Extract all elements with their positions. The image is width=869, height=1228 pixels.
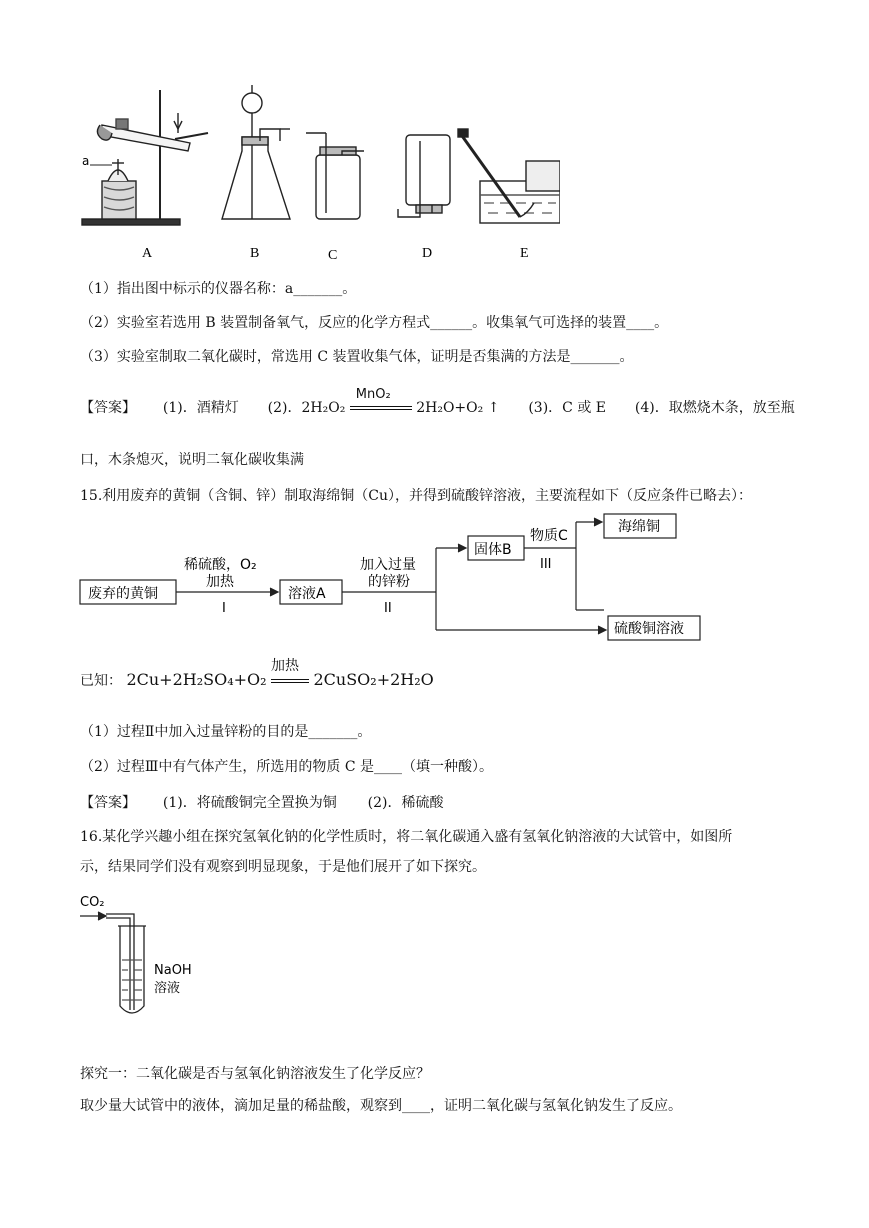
co2-test-tube-figure [78,890,228,1026]
q15-stem: 15.利用废弃的黄铜（含铜、锌）制取海绵铜（Cu），并得到硫酸锌溶液，主要流程如下（反应条件已略去）： [80,488,752,504]
apparatus-figure [80,85,560,265]
q16-stem-line1: 16.某化学兴趣小组在探究氢氧化钠的化学性质时，将二氧化碳通入盛有氢氧化钠溶液的大试管中，如图所 [80,829,733,845]
q14-part3: （3）实验室制取二氧化碳时，常选用 C 装置收集气体，证明是否集满的方法是_______。 [80,349,634,365]
flow-step1-number: I [222,601,226,616]
flow-step2-line2: 的锌粉 [368,574,410,590]
q15-answer-1: (1)．将硫酸铜完全置换为铜 [162,795,337,811]
known-condition: 加热 [271,658,300,674]
flow-step2-number: II [384,601,392,616]
q14-answer-2-suffix: 2H₂O+O₂ ↑ [416,400,500,416]
apparatus-a [82,90,208,225]
answer-tag: 【答案】 [80,400,136,416]
q14-answer-2-prefix: (2)．2H₂O₂ [267,400,346,416]
q16-stem-line2: 示，结果同学们没有观察到明显现象，于是他们展开了如下探究。 [80,859,486,875]
q14-answer-3: (3)．C 或 E [528,400,607,416]
label-a: A [142,246,153,261]
label-e: E [520,246,529,261]
answer-tag: 【答案】 [80,795,136,811]
q16-probe1-text: 取少量大试管中的液体，滴加足量的稀盐酸，观察到____，证明二氧化碳与氢氧化钠发生了反应。 [80,1098,682,1114]
flow-step1-condition: 加热 [206,574,234,590]
flow-output-copper-sulfate: 硫酸铜溶液 [614,621,684,637]
q14-answer-line [80,387,795,418]
fig-solution-line2: 溶液 [154,981,181,996]
fig-solution-line1: NaOH [154,963,192,978]
fig-gas-label: CO₂ [80,895,105,910]
flow-output-sponge-copper: 海绵铜 [618,519,660,535]
q14-part1: （1）指出图中标示的仪器名称：a_______。 [80,281,357,297]
q14-answer-1: (1)．酒精灯 [162,400,239,416]
label-b: B [250,246,260,261]
q14-answer-4b: 口，木条熄灭，说明二氧化碳收集满 [80,452,304,468]
known-left: 2Cu+2H₂SO₄+O₂ [126,670,267,689]
known-label: 已知： [80,673,122,689]
flow-start: 废弃的黄铜 [88,586,158,602]
apparatus-marker: a [82,154,90,168]
flow-solid-b: 固体B [474,542,512,558]
apparatus-d [398,135,450,217]
q14-reaction-arrow [350,387,412,415]
flow-step1-reagents: 稀硫酸，O₂ [184,557,257,573]
apparatus-b [222,85,290,219]
q15-known [80,658,434,691]
q15-answer-line [80,793,444,813]
flow-step3-substance: 物质C [530,528,568,544]
q15-answer-2: (2)．稀硫酸 [367,795,444,811]
q15-part2: （2）过程Ⅲ中有气体产生，所选用的物质 C 是____（填一种酸）。 [80,759,494,775]
q16-probe1-title: 探究一：二氧化碳是否与氢氧化钠溶液发生了化学反应？ [80,1066,430,1082]
q15-part1: （1）过程Ⅱ中加入过量锌粉的目的是_______。 [80,724,372,740]
process-flow-diagram [78,512,718,642]
known-right: 2CuSO₂+2H₂O [313,670,434,689]
label-c: C [328,248,338,263]
q14-answer-4a: (4)．取燃烧木条，放至瓶 [634,400,795,416]
flow-step2-line1: 加入过量 [360,557,416,573]
q14-catalyst: MnO₂ [355,387,391,402]
apparatus-e [458,129,560,223]
flow-step3-number: III [540,557,552,572]
apparatus-c [306,133,364,219]
known-arrow [271,658,309,688]
label-d: D [422,246,433,261]
flow-liquid-a: 溶液A [288,586,326,602]
q14-part2: （2）实验室若选用 B 装置制备氧气，反应的化学方程式______。收集氧气可选择的装置____。 [80,315,669,331]
